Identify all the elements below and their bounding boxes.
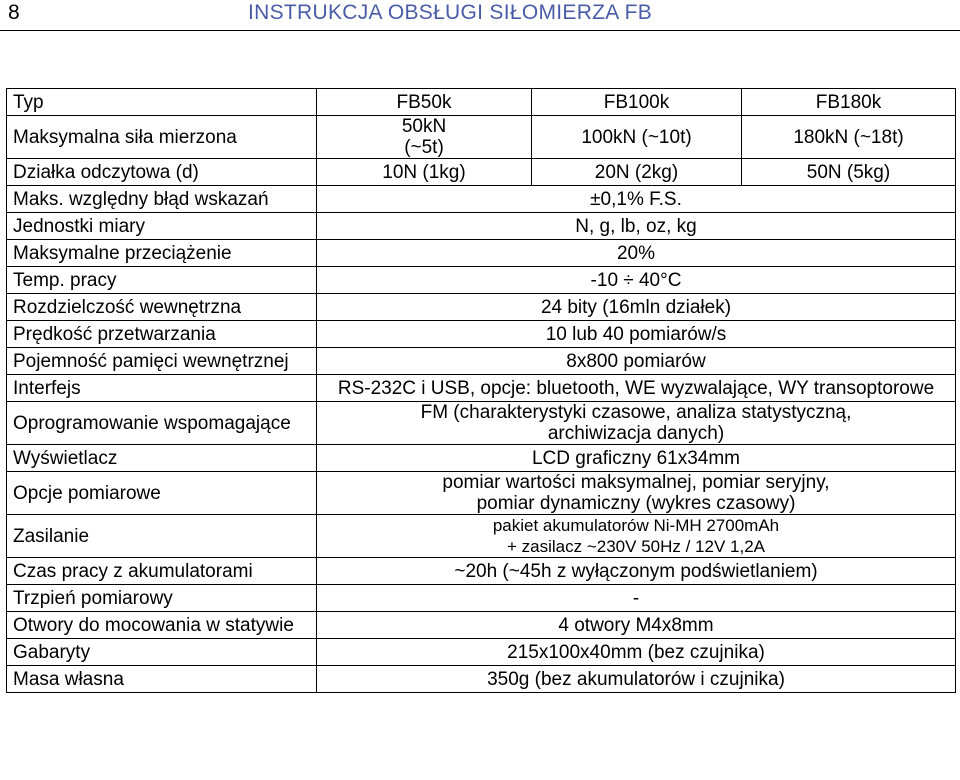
table-row: [7, 116, 956, 159]
cell-line: pomiar dynamiczny (wykres czasowy): [476, 493, 796, 514]
row-value: 4 otwory M4x8mm: [317, 612, 956, 639]
row-value: ±0,1% F.S.: [317, 186, 956, 213]
cell-line: archiwizacja danych): [547, 423, 725, 444]
row-label: Typ: [7, 89, 317, 116]
row-label: Prędkość przetwarzania: [7, 321, 317, 348]
row-value: -: [317, 585, 956, 612]
row-label: Jednostki miary: [7, 213, 317, 240]
row-label: Wyświetlacz: [7, 445, 317, 472]
row-label: Interfejs: [7, 375, 317, 402]
row-label: Opcje pomiarowe: [7, 472, 317, 515]
row-label: Masa własna: [7, 666, 317, 693]
table-row: [7, 89, 956, 116]
row-value: 10 lub 40 pomiarów/s: [317, 321, 956, 348]
row-value: [317, 402, 956, 445]
row-label: Trzpień pomiarowy: [7, 585, 317, 612]
cell-line: (~5t): [404, 137, 444, 158]
cell-fb180k: 50N (5kg): [742, 159, 956, 186]
specification-table: [6, 88, 956, 693]
row-label: Czas pracy z akumulatorami: [7, 558, 317, 585]
row-label: Gabaryty: [7, 639, 317, 666]
row-value: [317, 472, 956, 515]
table-row: [7, 585, 956, 612]
table-row: [7, 639, 956, 666]
table-row: [7, 240, 956, 267]
row-label: Pojemność pamięci wewnętrznej: [7, 348, 317, 375]
table-row: [7, 515, 956, 558]
document-title: INSTRUKCJA OBSŁUGI SIŁOMIERZA FB: [248, 1, 653, 24]
table-row: [7, 666, 956, 693]
row-value: RS-232C i USB, opcje: bluetooth, WE wyzwalające, WY transoptorowe: [317, 375, 956, 402]
cell-fb180k: 180kN (~18t): [742, 116, 956, 159]
row-value: 8x800 pomiarów: [317, 348, 956, 375]
table-row: [7, 375, 956, 402]
row-value: LCD graficzny 61x34mm: [317, 445, 956, 472]
row-value: -10 ÷ 40°C: [317, 267, 956, 294]
row-value: ~20h (~45h z wyłączonym podświetlaniem): [317, 558, 956, 585]
table-row: [7, 294, 956, 321]
row-label: Maksymalne przeciążenie: [7, 240, 317, 267]
table-row: [7, 445, 956, 472]
row-label: Temp. pracy: [7, 267, 317, 294]
cell-line: pakiet akumulatorów Ni-MH 2700mAh: [492, 516, 780, 535]
cell-line: FM (charakterystyki czasowe, analiza statystyczną,: [420, 402, 852, 423]
table-row: [7, 402, 956, 445]
cell-line: + zasilacz ~230V 50Hz / 12V 1,2A: [507, 537, 765, 556]
cell-fb100k: 100kN (~10t): [532, 116, 742, 159]
table-row: [7, 472, 956, 515]
row-value: 20%: [317, 240, 956, 267]
row-value: 24 bity (16mln działek): [317, 294, 956, 321]
row-value: 215x100x40mm (bez czujnika): [317, 639, 956, 666]
row-label: Maksymalna siła mierzona: [7, 116, 317, 159]
cell-line: pomiar wartości maksymalnej, pomiar seryjny,: [442, 472, 830, 493]
row-label: Rozdzielczość wewnętrzna: [7, 294, 317, 321]
table-row: [7, 558, 956, 585]
table-row: [7, 612, 956, 639]
row-label: Zasilanie: [7, 515, 317, 558]
row-value: 350g (bez akumulatorów i czujnika): [317, 666, 956, 693]
row-label: Maks. względny błąd wskazań: [7, 186, 317, 213]
table-row: [7, 213, 956, 240]
row-value: [317, 515, 956, 558]
header-divider: [0, 30, 960, 31]
table-row: [7, 186, 956, 213]
cell-line: 50kN: [401, 116, 447, 137]
table-row: [7, 267, 956, 294]
model-fb50k: FB50k: [317, 89, 532, 116]
row-label: Oprogramowanie wspomagające: [7, 402, 317, 445]
table-row: [7, 321, 956, 348]
table-row: [7, 348, 956, 375]
model-fb180k: FB180k: [742, 89, 956, 116]
page-header: [0, 0, 960, 34]
table-row: [7, 159, 956, 186]
cell-fb100k: 20N (2kg): [532, 159, 742, 186]
model-fb100k: FB100k: [532, 89, 742, 116]
page-number: 8: [8, 1, 20, 24]
cell-fb50k: 10N (1kg): [317, 159, 532, 186]
row-label: Otwory do mocowania w statywie: [7, 612, 317, 639]
row-value: N, g, lb, oz, kg: [317, 213, 956, 240]
row-label: Działka odczytowa (d): [7, 159, 317, 186]
cell-fb50k: [317, 116, 532, 159]
